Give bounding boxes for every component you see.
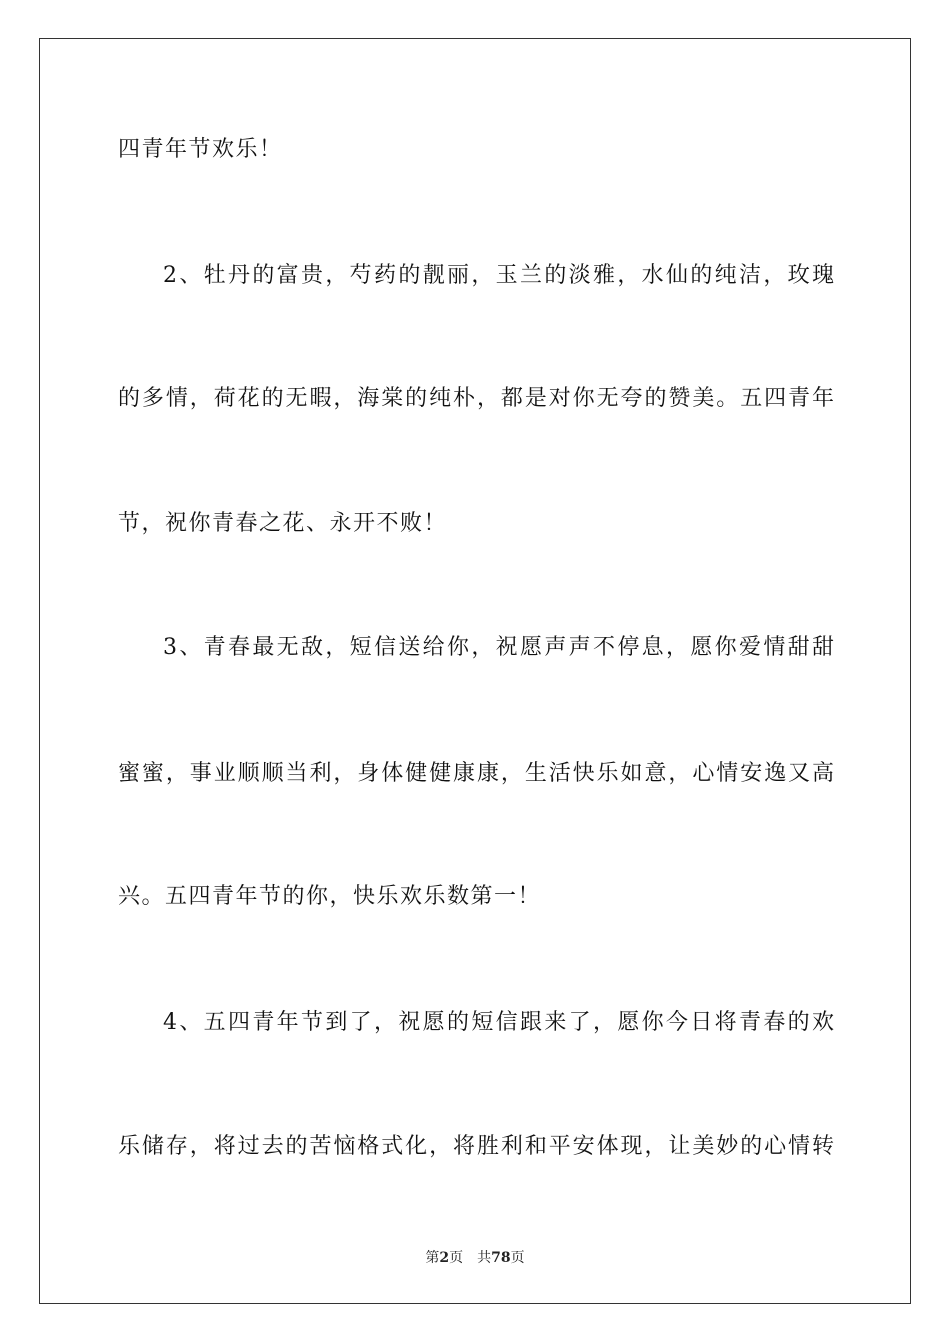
page-suffix: 页 [449,1250,464,1266]
page-number: 2 [439,1250,450,1266]
text-line: 节，祝你青春之花、永开不败！ [118,511,448,536]
text-line: 的多情，荷花的无暇，海棠的纯朴，都是对你无夸的赞美。五四青年 [118,386,834,411]
text-line: 乐储存，将过去的苦恼格式化，将胜利和平安体现，让美妙的心情转 [118,1134,834,1159]
text-line: 蜜蜜，事业顺顺当利，身体健健康康，生活快乐如意，心情安逸又高 [118,761,834,786]
text-line: 四青年节欢乐！ [118,137,283,162]
total-suffix: 页 [510,1250,525,1266]
text-line: 4、五四青年节到了，祝愿的短信跟来了，愿你今日将青春的欢 [163,1010,834,1035]
page-border [39,38,911,1304]
total-prefix: 共 [477,1250,492,1266]
text-line: 兴。五四青年节的你，快乐欢乐数第一！ [118,884,542,909]
page-footer [0,1247,950,1267]
text-line: 3、青春最无敌，短信送给你，祝愿声声不停息，愿你爱情甜甜 [163,635,834,660]
total-pages: 78 [491,1250,511,1266]
page-prefix: 第 [425,1250,440,1266]
text-line: 2、牡丹的富贵，芍药的靓丽，玉兰的淡雅，水仙的纯洁，玫瑰 [163,263,834,288]
